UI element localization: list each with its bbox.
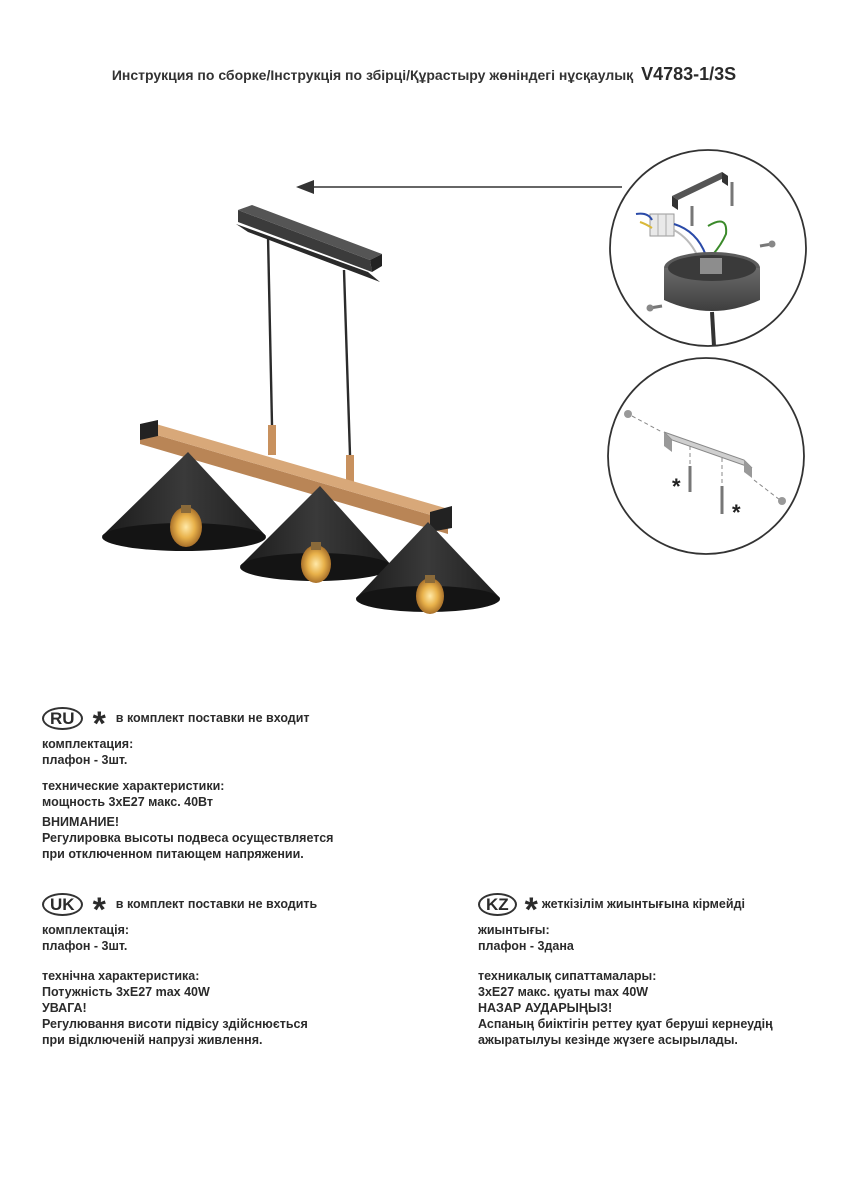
model-number: V4783-1/3S — [641, 64, 737, 84]
kz-line: Аспаның биіктігін реттеу қуат беруші кернеудің — [478, 1017, 773, 1031]
bulb-icon — [301, 545, 331, 583]
ru-line: при отключенном питающем напряжении. — [42, 847, 304, 861]
asterisk-icon: * — [92, 891, 106, 929]
uk-line: плафон - 3шт. — [42, 939, 128, 953]
ru-section — [42, 706, 333, 862]
bulb-icon — [416, 578, 444, 614]
not-included-mark: * — [672, 474, 681, 499]
uk-line: технічна характеристика: — [42, 969, 200, 983]
ru-line: плафон - 3шт. — [42, 753, 128, 767]
uk-header — [42, 891, 318, 929]
ru-not-included-note: в комплект поставки не входит — [115, 711, 310, 725]
uk-line: Потужність 3хЕ27 max 40W — [42, 985, 210, 999]
ru-line: Регулировка высоты подвеса осуществляется — [42, 831, 334, 845]
kz-warning: НАЗАР АУДАРЫҢЫЗ! — [478, 1001, 613, 1015]
kz-line: жиынтығы: — [478, 923, 550, 937]
kz-line: ажыратылуы кезінде жүзеге асырылады. — [478, 1033, 738, 1047]
instruction-title: Инструкция по сборке/Інструкція по збірці/Құрастыру жөніндегі нұсқаулық — [111, 67, 634, 83]
kz-header — [478, 891, 773, 929]
ru-line: комплектация: — [42, 737, 134, 751]
ceiling-canopy — [236, 205, 382, 282]
ru-warning: ВНИМАНИЕ! — [42, 815, 119, 829]
asterisk-icon: * — [92, 705, 106, 743]
pointer-arrow — [296, 180, 622, 194]
uk-section — [42, 892, 317, 1048]
ru-line: технические характеристики: — [42, 779, 225, 793]
uk-line: Регулювання висоти підвісу здійснюється — [42, 1017, 308, 1031]
suspension-wires — [268, 236, 354, 483]
kz-line: плафон - 3дана — [478, 939, 574, 953]
uk-badge: UK — [42, 893, 83, 916]
not-included-mark: * — [732, 500, 741, 525]
kz-line: техникалық сипаттамалары: — [478, 969, 657, 983]
detail-circle-bracket — [608, 358, 804, 554]
uk-line: комплектація: — [42, 923, 130, 937]
detail-circle-wiring — [610, 150, 806, 346]
uk-line: при відключеній напрузі живлення. — [42, 1033, 263, 1047]
kz-section — [478, 892, 773, 1048]
ru-line: мощность 3хЕ27 макс. 40Вт — [42, 795, 214, 809]
uk-not-included-note: в комплект поставки не входить — [115, 897, 318, 911]
kz-line: 3хЕ27 макс. қуаты max 40W — [478, 985, 649, 999]
uk-warning: УВАГА! — [42, 1001, 87, 1015]
kz-badge: KZ — [478, 893, 517, 916]
ru-header — [42, 705, 333, 743]
ru-badge: RU — [42, 707, 83, 730]
kz-not-included-note: жеткізілім жиынтығына кірмейді — [541, 897, 745, 911]
asterisk-icon: * — [524, 891, 538, 929]
